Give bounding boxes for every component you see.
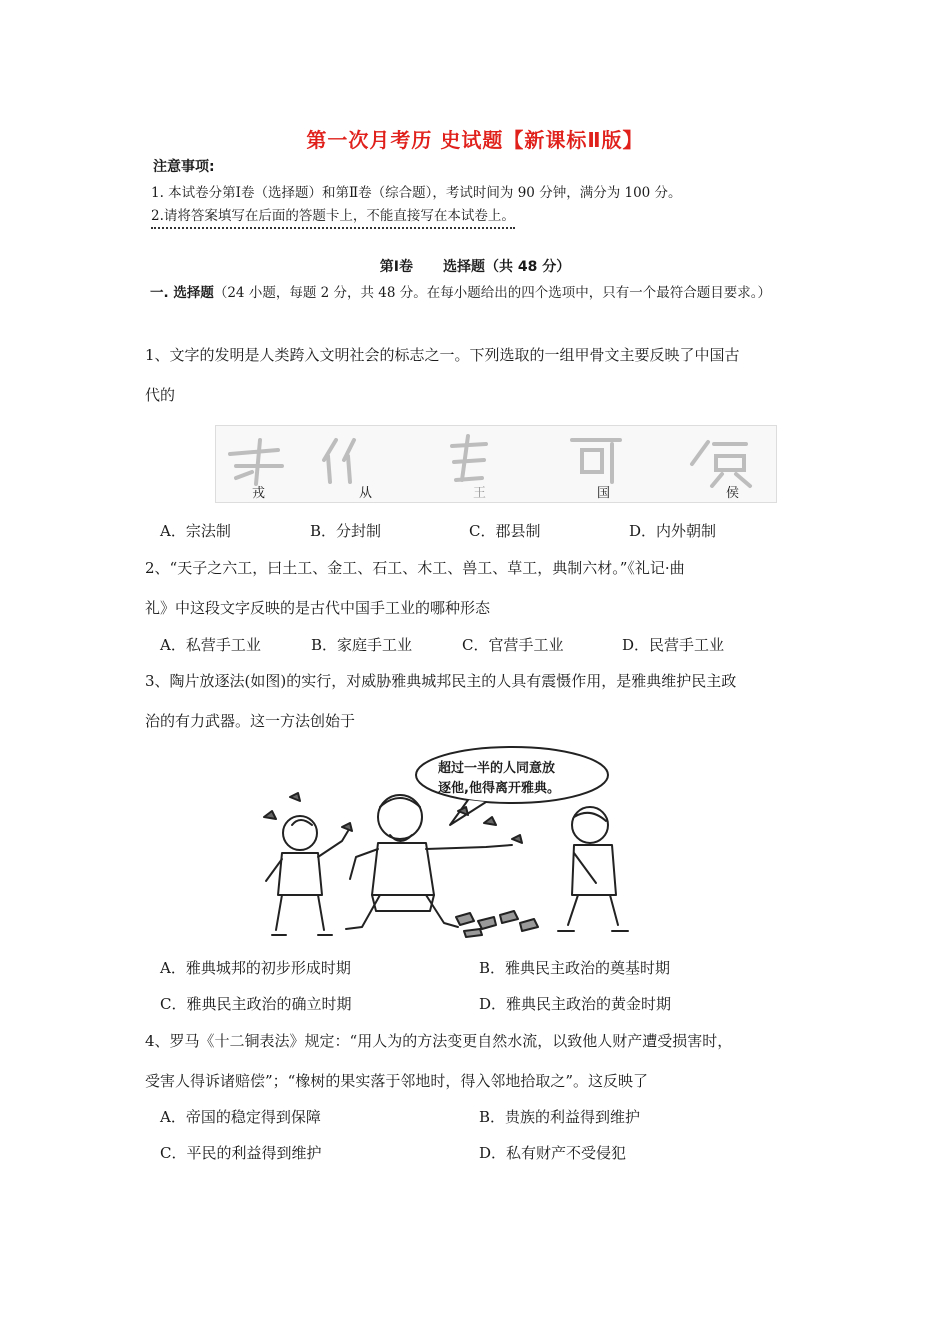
glyph-label-3: 王 [473, 486, 487, 501]
q4-option-d: D．私有财产不受侵犯 [479, 1144, 627, 1162]
glyph-label-5: 侯 [726, 486, 740, 501]
question-4-line-1: 4、罗马《十二铜表法》规定：“用人为的方法变更自然水流，以致他人财产遭受损害时， [145, 1032, 733, 1050]
glyph-rong [230, 440, 282, 484]
middle-figure-head [378, 795, 422, 839]
glyph-guo [572, 440, 620, 482]
q3-option-a: A．雅典城邦的初步形成时期 [160, 959, 351, 977]
speech-line-2: 逐他,他得离开雅典。 [438, 781, 560, 796]
part-heading [150, 281, 771, 301]
note-item-1: 1. 本试卷分第Ⅰ卷（选择题）和第Ⅱ卷（综合题），考试时间为 90 分钟，满分为 100 分。 [151, 185, 682, 201]
question-2-line-1: 2、“天子之六工，曰土工、金工、石工、木工、兽工、草工，典制六材。”《礼记·曲 [145, 559, 685, 577]
question-4-line-2: 受害人得诉诸赔偿”；“橡树的果实落于邻地时，得入邻地拾取之”。这反映了 [145, 1072, 649, 1090]
q1-option-d: D．内外朝制 [629, 522, 717, 540]
question-3-line-2: 治的有力武器。这一方法创始于 [145, 712, 356, 730]
question-1-line-1: 1、文字的发明是人类跨入文明社会的标志之一。下列选取的一组甲骨文主要反映了中国古 [145, 346, 740, 364]
part-label: 一. 选择题 [150, 285, 214, 301]
note-item-2: 2.请将答案填写在后面的答题卡上，不能直接写在本试卷上。 [151, 204, 515, 224]
glyph-hou [692, 442, 750, 486]
left-figure-head [283, 816, 317, 850]
q3-option-b: B．雅典民主政治的奠基时期 [479, 959, 671, 977]
ostracism-cartoon [250, 745, 650, 950]
speech-line-1: 超过一半的人同意放 [438, 761, 556, 776]
glyph-wang [452, 436, 486, 480]
q4-option-a: A．帝国的稳定得到保障 [160, 1108, 321, 1126]
glyph-label-2: 从 [359, 486, 373, 501]
q2-option-b: B．家庭手工业 [311, 636, 413, 654]
q4-option-c: C．平民的利益得到维护 [160, 1144, 322, 1162]
q1-option-b: B．分封制 [310, 522, 382, 540]
part-desc: （24 小题，每题 2 分，共 48 分。在每小题给出的四个选项中，只有一个最符合题目要求。） [213, 285, 771, 301]
q3-option-d: D．雅典民主政治的黄金时期 [479, 995, 672, 1013]
question-3-line-1: 3、陶片放逐法(如图)的实行，对威胁雅典城邦民主的人具有震慑作用，是雅典维护民主政 [145, 672, 737, 690]
q2-option-d: D．民营手工业 [622, 636, 725, 654]
section-heading [0, 256, 950, 276]
q3-option-c: C．雅典民主政治的确立时期 [160, 995, 352, 1013]
section-name: 选择题（共 48 分） [442, 259, 571, 275]
question-2-line-2: 礼》中这段文字反映的是古代中国手工业的哪种形态 [145, 599, 491, 617]
page-title: 第一次月考历 史试题【新课标Ⅱ版】 [306, 128, 644, 152]
glyph-label-1: 戎 [252, 486, 266, 501]
notes-heading: 注意事项: [153, 159, 215, 175]
q1-option-a: A．宗法制 [160, 522, 231, 540]
glyph-label-4: 国 [597, 486, 611, 501]
q2-option-a: A．私营手工业 [160, 636, 261, 654]
question-1-line-2: 代的 [145, 386, 176, 404]
q4-option-b: B．贵族的利益得到维护 [479, 1108, 641, 1126]
q2-option-c: C．官营手工业 [462, 636, 564, 654]
oracle-bone-figure [215, 425, 777, 503]
section-part: 第Ⅰ卷 [379, 259, 413, 275]
q1-option-c: C．郡县制 [469, 522, 541, 540]
glyph-cong [324, 440, 354, 482]
oracle-bone-glyphs [216, 426, 776, 502]
